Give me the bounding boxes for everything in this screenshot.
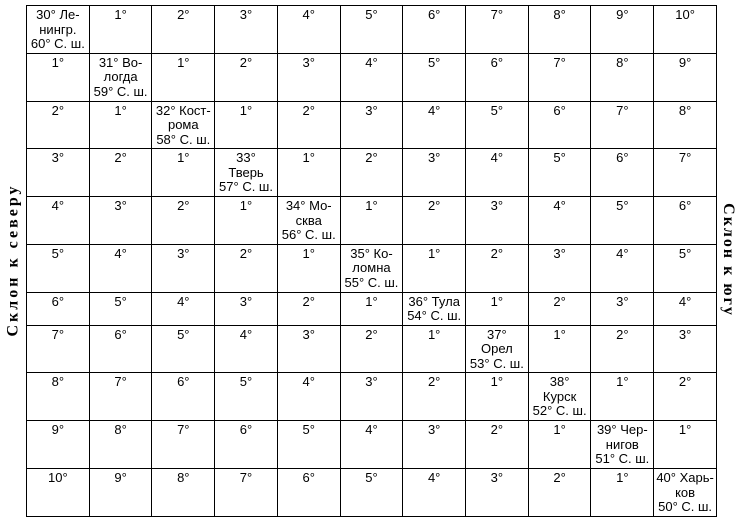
value-cell: 5°: [89, 292, 152, 325]
value-cell: 3°: [654, 325, 717, 373]
table-row: [27, 244, 717, 292]
table-row: [27, 6, 717, 54]
value-cell: 4°: [528, 197, 591, 245]
table-row: [27, 149, 717, 197]
value-cell: 1°: [340, 292, 403, 325]
city-cell: 40° Харь- ков 50° С. ш.: [654, 469, 717, 517]
value-cell: 2°: [403, 197, 466, 245]
value-cell: 7°: [466, 6, 529, 54]
value-cell: 10°: [27, 469, 90, 517]
value-cell: 1°: [466, 373, 529, 421]
table-row: [27, 292, 717, 325]
value-cell: 1°: [591, 469, 654, 517]
value-cell: 4°: [215, 325, 278, 373]
city-cell: 32° Кост- рома 58° С. ш.: [152, 101, 215, 149]
value-cell: 2°: [340, 149, 403, 197]
value-cell: 3°: [528, 244, 591, 292]
value-cell: 1°: [654, 421, 717, 469]
value-cell: 3°: [215, 292, 278, 325]
value-cell: 1°: [277, 149, 340, 197]
value-cell: 3°: [340, 101, 403, 149]
city-cell: 38° Курск 52° С. ш.: [528, 373, 591, 421]
value-cell: 2°: [215, 53, 278, 101]
value-cell: 3°: [89, 197, 152, 245]
value-cell: 1°: [277, 244, 340, 292]
value-cell: 4°: [403, 469, 466, 517]
value-cell: 4°: [340, 421, 403, 469]
value-cell: 2°: [152, 6, 215, 54]
value-cell: 9°: [654, 53, 717, 101]
value-cell: 2°: [528, 292, 591, 325]
value-cell: 4°: [654, 292, 717, 325]
value-cell: 1°: [403, 325, 466, 373]
table-row: [27, 373, 717, 421]
value-cell: 2°: [466, 421, 529, 469]
value-cell: 6°: [89, 325, 152, 373]
value-cell: 7°: [528, 53, 591, 101]
value-cell: 5°: [591, 197, 654, 245]
value-cell: 7°: [89, 373, 152, 421]
city-cell: 30° Ле- нингр. 60° С. ш.: [27, 6, 90, 54]
value-cell: 5°: [215, 373, 278, 421]
value-cell: 8°: [528, 6, 591, 54]
value-cell: 4°: [277, 6, 340, 54]
value-cell: 5°: [340, 469, 403, 517]
value-cell: 3°: [152, 244, 215, 292]
value-cell: 2°: [528, 469, 591, 517]
value-cell: 4°: [152, 292, 215, 325]
value-cell: 2°: [152, 197, 215, 245]
table-row: [27, 469, 717, 517]
table-row: [27, 197, 717, 245]
city-cell: 37° Орел 53° С. ш.: [466, 325, 529, 373]
value-cell: 1°: [89, 6, 152, 54]
value-cell: 2°: [89, 149, 152, 197]
value-cell: 3°: [403, 421, 466, 469]
value-cell: 4°: [466, 149, 529, 197]
value-cell: 5°: [528, 149, 591, 197]
city-cell: 31° Во- логда 59° С. ш.: [89, 53, 152, 101]
value-cell: 2°: [277, 292, 340, 325]
right-slope-label-container: [717, 0, 739, 520]
value-cell: 8°: [27, 373, 90, 421]
value-cell: 6°: [215, 421, 278, 469]
value-cell: 6°: [528, 101, 591, 149]
value-cell: 1°: [403, 244, 466, 292]
value-cell: 1°: [27, 53, 90, 101]
value-cell: 6°: [152, 373, 215, 421]
value-cell: 6°: [27, 292, 90, 325]
value-cell: 4°: [403, 101, 466, 149]
value-cell: 3°: [277, 53, 340, 101]
value-cell: 3°: [591, 292, 654, 325]
value-cell: 5°: [27, 244, 90, 292]
left-slope-label-container: [0, 0, 26, 520]
table-row: [27, 53, 717, 101]
value-cell: 5°: [403, 53, 466, 101]
value-cell: 9°: [89, 469, 152, 517]
value-cell: 1°: [340, 197, 403, 245]
value-cell: 7°: [215, 469, 278, 517]
value-cell: 5°: [152, 325, 215, 373]
value-cell: 7°: [654, 149, 717, 197]
value-cell: 8°: [152, 469, 215, 517]
value-cell: 4°: [340, 53, 403, 101]
value-cell: 6°: [654, 197, 717, 245]
table-row: [27, 421, 717, 469]
value-cell: 3°: [403, 149, 466, 197]
city-cell: 33° Тверь 57° С. ш.: [215, 149, 278, 197]
value-cell: 3°: [277, 325, 340, 373]
value-cell: 3°: [215, 6, 278, 54]
value-cell: 6°: [277, 469, 340, 517]
value-cell: 4°: [27, 197, 90, 245]
value-cell: 1°: [591, 373, 654, 421]
value-cell: 5°: [340, 6, 403, 54]
value-cell: 1°: [215, 197, 278, 245]
value-cell: 1°: [152, 53, 215, 101]
value-cell: 5°: [466, 101, 529, 149]
value-cell: 3°: [27, 149, 90, 197]
value-cell: 1°: [466, 292, 529, 325]
city-cell: 34° Мо- сква 56° С. ш.: [277, 197, 340, 245]
value-cell: 7°: [591, 101, 654, 149]
value-cell: 1°: [215, 101, 278, 149]
value-cell: 2°: [27, 101, 90, 149]
value-cell: 1°: [528, 325, 591, 373]
value-cell: 2°: [215, 244, 278, 292]
value-cell: 10°: [654, 6, 717, 54]
value-cell: 6°: [466, 53, 529, 101]
value-cell: 9°: [591, 6, 654, 54]
value-cell: 7°: [152, 421, 215, 469]
value-cell: 3°: [340, 373, 403, 421]
city-cell: 35° Ко- ломна 55° С. ш.: [340, 244, 403, 292]
value-cell: 7°: [27, 325, 90, 373]
value-cell: 1°: [152, 149, 215, 197]
value-cell: 8°: [591, 53, 654, 101]
value-cell: 1°: [528, 421, 591, 469]
value-cell: 5°: [277, 421, 340, 469]
value-cell: 2°: [340, 325, 403, 373]
value-cell: 2°: [591, 325, 654, 373]
left-slope-label: Склон к северу: [4, 183, 22, 337]
value-cell: 2°: [403, 373, 466, 421]
slope-degree-table: [26, 5, 717, 517]
value-cell: 6°: [403, 6, 466, 54]
value-cell: 3°: [466, 469, 529, 517]
value-cell: 8°: [654, 101, 717, 149]
value-cell: 3°: [466, 197, 529, 245]
value-cell: 8°: [89, 421, 152, 469]
value-cell: 4°: [89, 244, 152, 292]
value-cell: 4°: [277, 373, 340, 421]
city-cell: 39° Чер- нигов 51° С. ш.: [591, 421, 654, 469]
right-slope-label: Склон к югу: [720, 203, 737, 317]
value-cell: 2°: [466, 244, 529, 292]
table-row: [27, 101, 717, 149]
table-row: [27, 325, 717, 373]
value-cell: 2°: [654, 373, 717, 421]
value-cell: 2°: [277, 101, 340, 149]
value-cell: 4°: [591, 244, 654, 292]
value-cell: 9°: [27, 421, 90, 469]
table-body: [27, 6, 717, 517]
value-cell: 6°: [591, 149, 654, 197]
value-cell: 1°: [89, 101, 152, 149]
city-cell: 36° Тула 54° С. ш.: [403, 292, 466, 325]
value-cell: 5°: [654, 244, 717, 292]
